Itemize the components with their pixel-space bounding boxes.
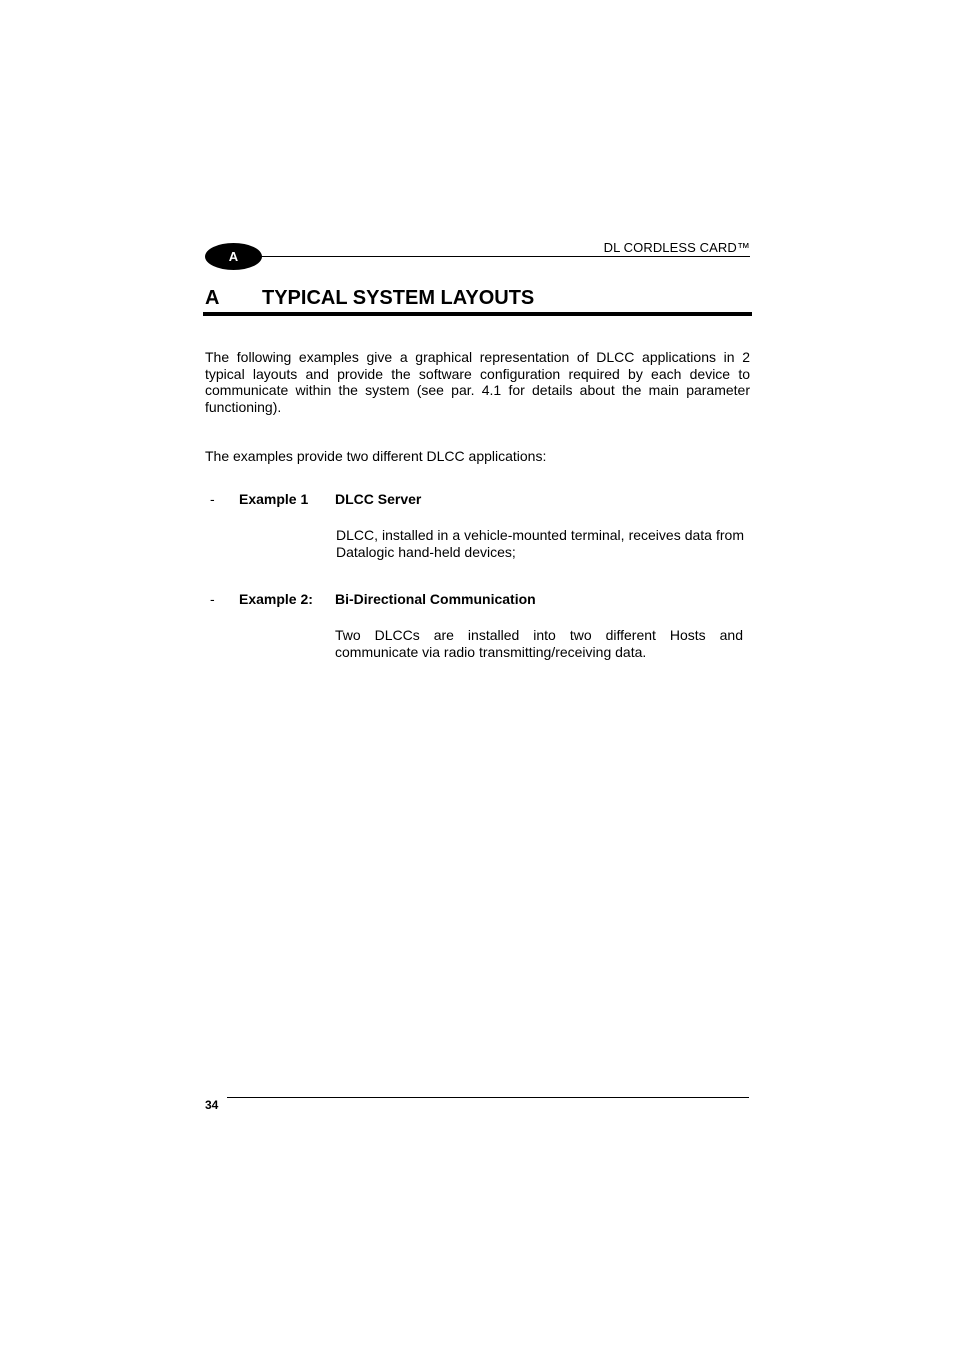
example-2-description: Two DLCCs are installed into two different Hosts and communicate via radio transmitting/receiving data. [335,627,743,660]
chapter-badge: A [205,243,262,270]
list-bullet: - [210,491,215,507]
chapter-title: TYPICAL SYSTEM LAYOUTS [262,287,535,309]
page-number: 34 [205,1098,219,1112]
header-rule [255,256,750,257]
lead-sentence: The examples provide two different DLCC applications: [205,448,547,464]
title-rule [203,312,752,316]
example-2-title: Bi-Directional Communication [335,591,536,607]
chapter-letter: A [205,287,220,309]
intro-paragraph: The following examples give a graphical representation of DLCC applications in 2 typical layouts and provide the software configuration required by each device to communicate within the system (see par. 4.1 for details about the main parameter functioning). [205,349,750,415]
list-bullet: - [210,591,215,607]
footer-rule [227,1097,749,1098]
example-1-label: Example 1 [239,491,309,507]
document-title: DL CORDLESS CARD™ [603,240,750,255]
example-2-label: Example 2: [239,591,313,607]
example-1-title: DLCC Server [335,491,422,507]
example-1-description: DLCC, installed in a vehicle-mounted terminal, receives data from Datalogic hand-held devices; [336,527,744,560]
